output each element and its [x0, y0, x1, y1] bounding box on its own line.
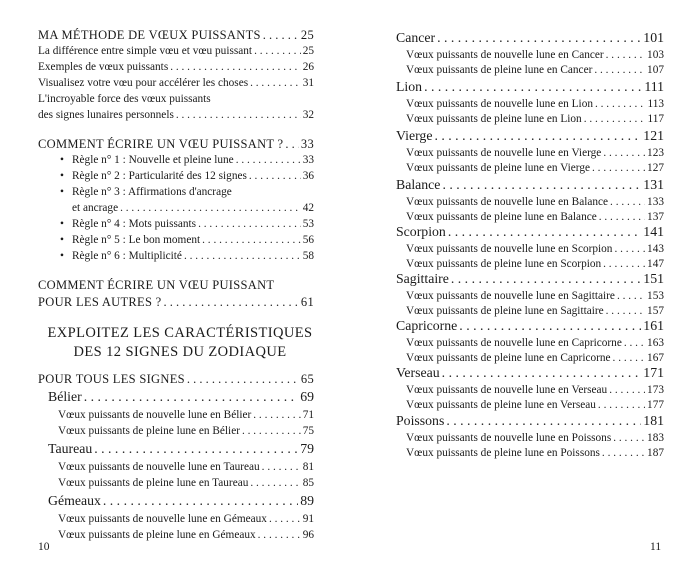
toc-entry-page: 53	[302, 218, 314, 230]
toc-entry-page: 157	[647, 305, 664, 317]
toc-entry-title: Gémeaux	[48, 493, 101, 508]
toc-entry-page: 96	[302, 529, 314, 541]
leader-dots	[254, 45, 301, 57]
page-number: 10	[38, 541, 50, 553]
leader-dots	[424, 79, 642, 95]
toc-entry-title: • Règle n° 1 : Nouvelle et pleine lune	[60, 154, 234, 166]
toc-entry-page: 65	[300, 372, 314, 386]
toc-entry-title: Vierge	[396, 128, 433, 143]
toc-entry-title: et ancrage	[72, 202, 119, 214]
toc-entry	[60, 154, 314, 166]
leader-dots	[613, 352, 646, 364]
leader-dots	[120, 202, 301, 214]
toc-entry	[406, 243, 664, 255]
toc-entry-page: 25	[302, 45, 314, 57]
leader-dots	[250, 77, 301, 89]
toc-entry	[58, 477, 314, 489]
toc-entry	[60, 218, 314, 230]
leader-dots	[236, 154, 301, 166]
toc-entry-page: 143	[647, 243, 664, 255]
toc-entry-title: Balance	[396, 177, 441, 192]
toc-entry-page: 133	[647, 196, 664, 208]
leader-dots	[269, 513, 301, 525]
leader-dots	[592, 162, 645, 174]
toc-entry	[396, 224, 664, 240]
toc-entry	[38, 28, 314, 43]
toc-entry-page: 71	[302, 409, 314, 421]
toc-entry-title: COMMENT ÉCRIRE UN VŒU PUISSANT	[38, 278, 275, 292]
toc-entry-title: Vœux puissants de pleine lune en Poissons	[406, 447, 600, 459]
toc-entry-title: Vœux puissants de nouvelle lune en Verseau	[406, 384, 608, 396]
toc-entry-title: Vœux puissants de pleine lune en Scorpion	[406, 258, 602, 270]
leader-dots	[451, 271, 641, 287]
leader-dots	[617, 290, 645, 302]
leader-dots	[606, 49, 645, 61]
leader-dots	[448, 224, 641, 240]
toc-entry	[38, 77, 314, 89]
toc-entry	[406, 432, 664, 444]
toc-entry-page: 137	[647, 211, 664, 223]
toc-entry	[38, 45, 314, 57]
toc-entry-page: 91	[302, 513, 314, 525]
toc-entry-title: Exemples de vœux puissants	[38, 61, 169, 73]
toc-entry-title: Capricorne	[396, 318, 458, 333]
toc-entry	[38, 61, 314, 73]
leader-dots	[446, 413, 641, 429]
leader-dots	[262, 461, 301, 473]
leader-dots	[609, 384, 645, 396]
toc-entry-page: 177	[647, 399, 664, 411]
toc-entry	[38, 372, 314, 387]
toc-entry	[406, 64, 664, 76]
leader-dots	[598, 399, 645, 411]
toc-entry-page: 32	[302, 109, 314, 121]
toc-entry-title: Vœux puissants de nouvelle lune en Cancer	[406, 49, 604, 61]
toc-entry-page: 89	[300, 493, 314, 508]
toc-entry-page: 163	[647, 337, 664, 349]
toc-entry-title: • Règle n° 2 : Particularité des 12 signes	[60, 170, 247, 182]
toc-entry-title: Vœux puissants de nouvelle lune en Vierge	[406, 147, 602, 159]
toc-entry-title: Vœux puissants de nouvelle lune en Bélier	[58, 409, 252, 421]
leader-dots	[602, 447, 645, 459]
leader-dots	[187, 372, 299, 387]
toc-entry-page: 79	[300, 441, 314, 456]
toc-entry	[406, 211, 664, 223]
toc-entry-page: 121	[643, 128, 664, 143]
toc-entry-title: L'incroyable force des vœux puissants	[38, 93, 211, 105]
leader-dots	[250, 477, 300, 489]
toc-entry-title: Poissons	[396, 413, 445, 428]
right-page	[350, 0, 700, 566]
toc-entry-page: 167	[647, 352, 664, 364]
toc-entry	[406, 113, 664, 125]
toc-entry-title: MA MÉTHODE DE VŒUX PUISSANTS	[38, 28, 261, 42]
leader-dots	[285, 137, 299, 152]
toc-entry	[406, 162, 664, 174]
toc-entry-page: 171	[643, 365, 664, 380]
toc-entry-title: • Règle n° 6 : Multiplicité	[60, 250, 182, 262]
toc-entry-title: • Règle n° 4 : Mots puissants	[60, 218, 196, 230]
leader-dots	[603, 147, 645, 159]
leader-dots	[442, 365, 642, 381]
toc-entry	[48, 441, 314, 457]
leader-dots	[613, 432, 645, 444]
section-heading-line: DES 12 SIGNES DU ZODIAQUE	[73, 344, 287, 360]
toc-entry	[60, 234, 314, 246]
leader-dots	[253, 409, 300, 421]
toc-entry	[406, 49, 664, 61]
toc-entry-title: Vœux puissants de pleine lune en Vierge	[406, 162, 591, 174]
toc-entry	[396, 79, 664, 95]
toc-entry-page: 187	[647, 447, 664, 459]
toc-entry-page: 33	[300, 137, 314, 151]
toc-entry	[58, 529, 314, 541]
toc-entry	[406, 399, 664, 411]
leader-dots	[624, 337, 645, 349]
toc-entry-page: 151	[643, 271, 664, 286]
toc-entry	[406, 384, 664, 396]
toc-entry-page: 141	[643, 224, 664, 239]
section-heading	[40, 324, 320, 362]
toc-entry	[58, 513, 314, 525]
toc-entry-title: • Règle n° 3 : Affirmations d'ancrage	[60, 186, 232, 198]
toc-entry	[406, 290, 664, 302]
leader-dots	[606, 305, 645, 317]
toc-entry	[396, 271, 664, 287]
toc-entry-title: Lion	[396, 79, 423, 94]
toc-entry-page: 161	[643, 318, 664, 333]
leader-dots	[84, 389, 298, 405]
toc-entry-title: Vœux puissants de pleine lune en Balance	[406, 211, 597, 223]
toc-entry-page: 123	[647, 147, 664, 159]
toc-entry-title: La différence entre simple vœu et vœu puissant	[38, 45, 253, 57]
toc-entry-title: Vœux puissants de nouvelle lune en Sagittaire	[406, 290, 615, 302]
toc-entry-title: Vœux puissants de pleine lune en Lion	[406, 113, 582, 125]
toc-entry	[38, 109, 314, 121]
toc-entry-title: • Règle n° 5 : Le bon moment	[60, 234, 200, 246]
toc-entry-title: Vœux puissants de pleine lune en Cancer	[406, 64, 593, 76]
toc-entry-title: Vœux puissants de nouvelle lune en Poissons	[406, 432, 612, 444]
section-heading-line: EXPLOITEZ LES CARACTÉRISTIQUES	[47, 325, 313, 341]
leader-dots	[263, 28, 299, 43]
leader-dots	[198, 218, 301, 230]
toc-entry	[396, 413, 664, 429]
toc-entry-title: Vœux puissants de pleine lune en Taureau	[58, 477, 249, 489]
toc-entry-title: Vœux puissants de pleine lune en Bélier	[58, 425, 240, 437]
toc-entry-page: 101	[643, 30, 664, 45]
toc-entry-page: 42	[302, 202, 314, 214]
toc-entry-page: 56	[302, 234, 314, 246]
toc-entry-page: 153	[647, 290, 664, 302]
leader-dots	[176, 109, 301, 121]
toc-entry	[406, 196, 664, 208]
leader-dots	[442, 177, 641, 193]
toc-entry	[48, 389, 314, 405]
leader-dots	[202, 234, 301, 246]
toc-entry	[60, 170, 314, 182]
leader-dots	[603, 258, 645, 270]
toc-entry	[406, 305, 664, 317]
toc-entry	[58, 461, 314, 473]
toc-entry-title: Vœux puissants de nouvelle lune en Scorpion	[406, 243, 613, 255]
toc-entry-title: Vœux puissants de nouvelle lune en Balance	[406, 196, 609, 208]
toc-entry-page: 25	[300, 28, 314, 42]
toc-entry-page: 61	[300, 295, 314, 309]
toc-entry	[406, 352, 664, 364]
toc-entry-title: Visualisez votre vœu pour accélérer les choses	[38, 77, 249, 89]
toc-entry	[406, 258, 664, 270]
leader-dots	[584, 113, 646, 125]
toc-entry-page: 147	[647, 258, 664, 270]
leader-dots	[437, 30, 641, 46]
toc-entry-page: 117	[647, 113, 664, 125]
leader-dots	[610, 196, 645, 208]
toc-entry-page: 173	[647, 384, 664, 396]
toc-entry-title: Verseau	[396, 365, 440, 380]
leader-dots	[94, 441, 298, 457]
leader-dots	[170, 61, 300, 73]
leader-dots	[249, 170, 301, 182]
toc-entry	[48, 493, 314, 509]
toc-entry	[396, 177, 664, 193]
toc-entry-title: Taureau	[48, 441, 93, 456]
leader-dots	[599, 211, 645, 223]
toc-entry-title: Vœux puissants de pleine lune en Capricorne	[406, 352, 611, 364]
toc-entry-title: Vœux puissants de nouvelle lune en Capricorne	[406, 337, 622, 349]
toc-entry-page: 111	[644, 79, 664, 94]
toc-entry	[406, 98, 664, 110]
toc-entry-page: 69	[300, 389, 314, 404]
toc-entry-title: POUR TOUS LES SIGNES	[38, 372, 185, 386]
toc-entry-page: 75	[302, 425, 314, 437]
toc-entry-page: 127	[647, 162, 664, 174]
leader-dots	[614, 243, 645, 255]
toc-entry-title: Vœux puissants de pleine lune en Gémeaux	[58, 529, 256, 541]
toc-entry-title: Scorpion	[396, 224, 446, 239]
toc-entry	[406, 447, 664, 459]
toc-entry-page: 58	[302, 250, 314, 262]
toc-entry	[60, 250, 314, 262]
toc-entry	[38, 137, 314, 152]
toc-entry-page: 107	[647, 64, 664, 76]
toc-entry-title: Bélier	[48, 389, 82, 404]
page-number: 11	[650, 541, 662, 553]
toc-entry-title: Sagittaire	[396, 271, 449, 286]
leader-dots	[459, 318, 641, 334]
toc-entry-page: 103	[647, 49, 664, 61]
leader-dots	[594, 64, 645, 76]
toc-entry	[72, 202, 314, 214]
toc-entry-title: des signes lunaires personnels	[38, 109, 174, 121]
toc-entry-title: Vœux puissants de nouvelle lune en Taureau	[58, 461, 260, 473]
leader-dots	[434, 128, 641, 144]
toc-entry	[396, 318, 664, 334]
leader-dots	[164, 295, 299, 310]
toc-entry-page: 33	[302, 154, 314, 166]
toc-entry	[38, 295, 314, 310]
toc-entry	[406, 147, 664, 159]
toc-entry	[58, 425, 314, 437]
toc-entry-title: Vœux puissants de pleine lune en Sagittaire	[406, 305, 604, 317]
toc-entry	[396, 128, 664, 144]
toc-entry-page: 26	[302, 61, 314, 73]
toc-entry-title: Vœux puissants de nouvelle lune en Lion	[406, 98, 593, 110]
toc-entry-page: 183	[647, 432, 664, 444]
leader-dots	[184, 250, 301, 262]
toc-entry-title: Vœux puissants de nouvelle lune en Gémeaux	[58, 513, 267, 525]
toc-entry-page: 85	[302, 477, 314, 489]
toc-entry-title: COMMENT ÉCRIRE UN VŒU PUISSANT ?	[38, 137, 284, 151]
toc-entry-page: 36	[302, 170, 314, 182]
leader-dots	[103, 493, 298, 509]
toc-entry-page: 31	[302, 77, 314, 89]
toc-entry	[396, 365, 664, 381]
toc-entry	[406, 337, 664, 349]
toc-entry-title: Cancer	[396, 30, 436, 45]
leader-dots	[595, 98, 645, 110]
toc-entry-page: 181	[643, 413, 664, 428]
toc-entry-page: 81	[302, 461, 314, 473]
leader-dots	[242, 425, 301, 437]
toc-entry	[396, 30, 664, 46]
toc-entry	[58, 409, 314, 421]
toc-entry-title: POUR LES AUTRES ?	[38, 295, 162, 309]
leader-dots	[258, 529, 301, 541]
toc-entry-page: 131	[643, 177, 664, 192]
toc-entry-title: Vœux puissants de pleine lune en Verseau	[406, 399, 596, 411]
toc-entry-page: 113	[647, 98, 664, 110]
